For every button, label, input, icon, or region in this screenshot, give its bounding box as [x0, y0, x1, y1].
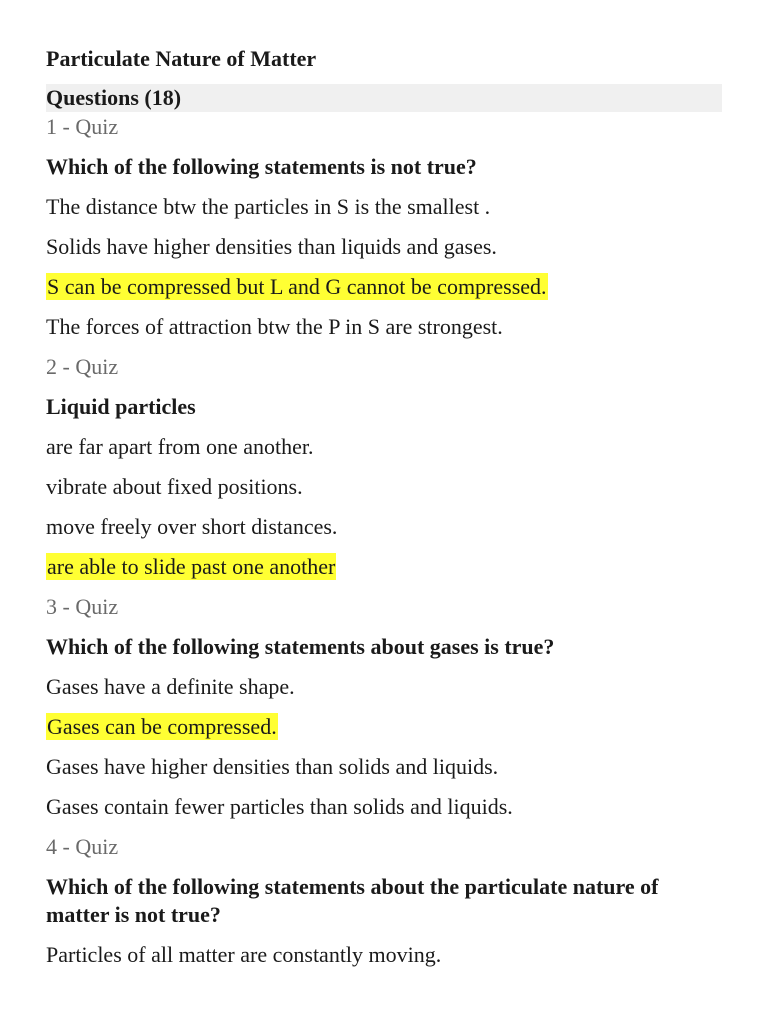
quiz-block — [46, 353, 722, 581]
answer-option: Gases have a definite shape. — [46, 674, 295, 699]
highlighted-answer-text: are able to slide past one another — [47, 554, 336, 579]
answer-option: Particles of all matter are constantly moving. — [46, 942, 442, 967]
answer-option: are far apart from one another. — [46, 434, 314, 459]
questions-section-header: Questions (18) — [46, 84, 722, 112]
quiz-question: Which of the following statements about the particulate nature of matter is not true? — [46, 874, 659, 927]
answer-option: move freely over short distances. — [46, 514, 338, 539]
answer-option-highlighted — [46, 273, 722, 301]
highlighted-answer-text: Gases can be compressed. — [47, 714, 277, 739]
quiz-block — [46, 833, 722, 969]
answer-option: Gases have higher densities than solids and liquids. — [46, 754, 499, 779]
answer-option: The distance btw the particles in S is the smallest . — [46, 194, 491, 219]
answer-option: Gases contain fewer particles than solids and liquids. — [46, 794, 513, 819]
quiz-label: 4 - Quiz — [46, 834, 119, 859]
answer-option-highlighted — [46, 713, 722, 741]
quiz-list — [46, 113, 722, 969]
quiz-block — [46, 593, 722, 821]
quiz-label: 1 - Quiz — [46, 114, 119, 139]
quiz-question: Liquid particles — [46, 394, 196, 419]
answer-option-highlighted — [46, 553, 722, 581]
quiz-block — [46, 113, 722, 341]
answer-option: The forces of attraction btw the P in S are strongest. — [46, 314, 503, 339]
quiz-question: Which of the following statements is not true? — [46, 154, 477, 179]
quiz-label: 3 - Quiz — [46, 594, 119, 619]
quiz-label: 2 - Quiz — [46, 354, 119, 379]
page-title: Particulate Nature of Matter — [46, 46, 317, 71]
highlighted-answer-text: S can be compressed but L and G cannot be compressed. — [47, 274, 547, 299]
answer-option: vibrate about fixed positions. — [46, 474, 303, 499]
answer-option: Solids have higher densities than liquids and gases. — [46, 234, 497, 259]
quiz-question: Which of the following statements about gases is true? — [46, 634, 555, 659]
